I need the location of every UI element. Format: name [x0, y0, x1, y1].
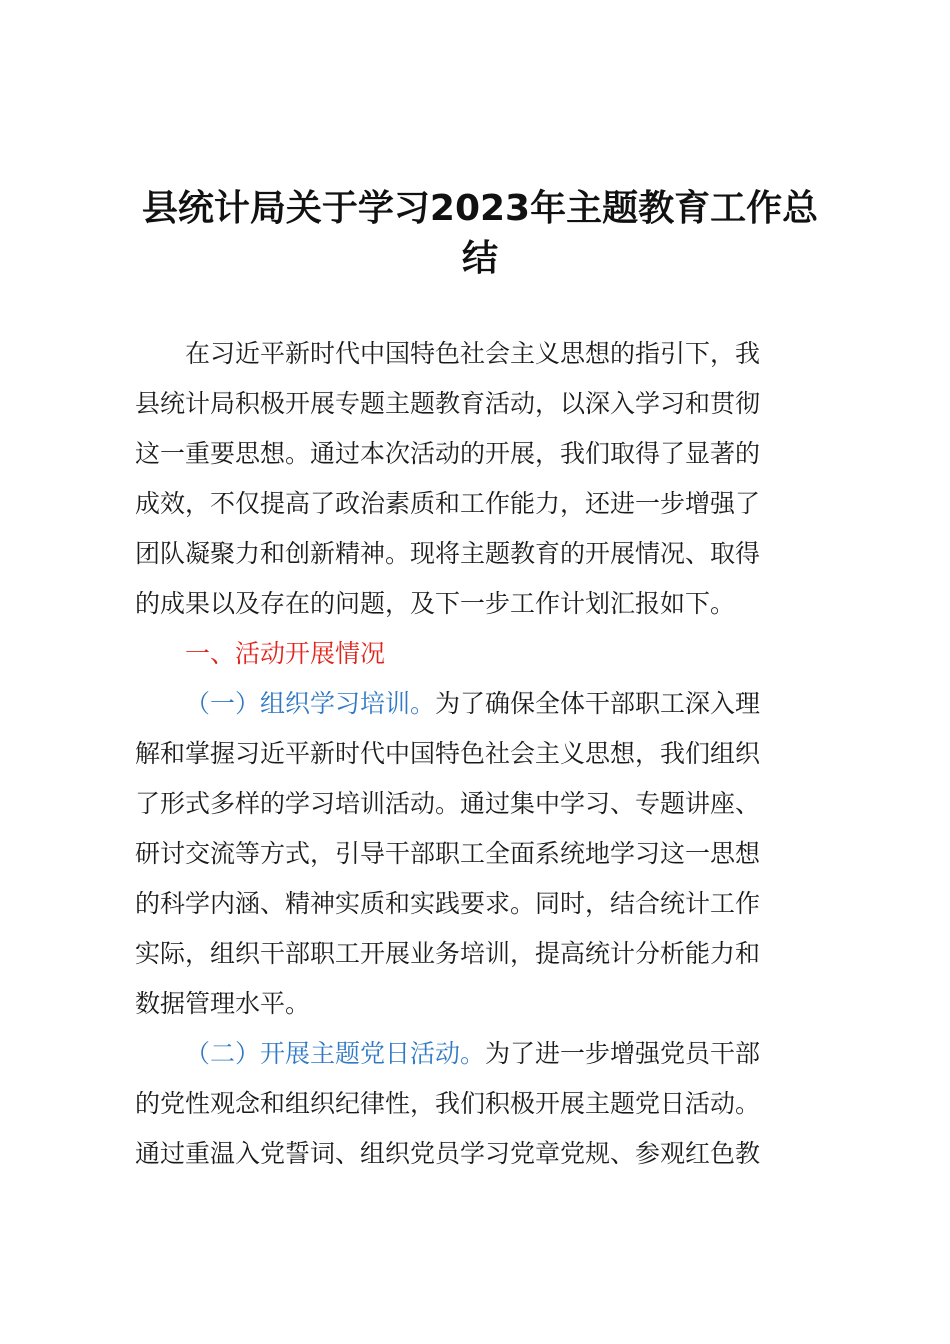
intro-line: 县统计局积极开展专题主题教育活动，以深入学习和贯彻: [135, 389, 761, 418]
subsection-2-heading: （二）开展主题党日活动。: [185, 1039, 486, 1068]
subsection-2-first-line-text: 为了进一步增强党员干部: [485, 1039, 761, 1068]
title-line-2: 结: [461, 238, 498, 279]
subsection-1-line: 数据管理水平。: [135, 989, 311, 1018]
subsection-1-line: 研讨交流等方式，引导干部职工全面系统地学习这一思想: [135, 839, 761, 868]
document-title: [120, 184, 840, 284]
intro-line: 这一重要思想。通过本次活动的开展，我们取得了显著的: [135, 439, 761, 468]
subsection-1-paragraph: [135, 679, 835, 1029]
intro-paragraph: [135, 329, 835, 629]
intro-line: 团队凝聚力和创新精神。现将主题教育的开展情况、取得: [135, 539, 761, 568]
subsection-1-line: 解和掌握习近平新时代中国特色社会主义思想，我们组织: [135, 739, 761, 768]
subsection-2-paragraph: [135, 1029, 835, 1179]
intro-line: 在习近平新时代中国特色社会主义思想的指引下，我: [185, 339, 761, 368]
subsection-1-first-line-text: 为了确保全体干部职工深入理: [435, 689, 761, 718]
section-heading: [135, 629, 835, 679]
subsection-1-line: 了形式多样的学习培训活动。通过集中学习、专题讲座、: [135, 789, 761, 818]
title-line-1: 县统计局关于学习2023年主题教育工作总: [141, 188, 819, 229]
subsection-1-heading: （一）组织学习培训。: [185, 689, 436, 718]
subsection-1-first-line: [135, 679, 835, 729]
subsection-2-line: 的党性观念和组织纪律性，我们积极开展主题党日活动。: [135, 1089, 761, 1118]
subsection-1-line: 实际，组织干部职工开展业务培训，提高统计分析能力和: [135, 939, 761, 968]
intro-line: 成效，不仅提高了政治素质和工作能力，还进一步增强了: [135, 489, 761, 518]
intro-line: 的成果以及存在的问题，及下一步工作计划汇报如下。: [135, 589, 736, 618]
section-heading-text: 一、活动开展情况: [185, 639, 386, 668]
subsection-1-line: 的科学内涵、精神实质和实践要求。同时，结合统计工作: [135, 889, 761, 918]
subsection-2-line: 通过重温入党誓词、组织党员学习党章党规、参观红色教: [135, 1139, 761, 1168]
subsection-2-first-line: [135, 1029, 835, 1079]
